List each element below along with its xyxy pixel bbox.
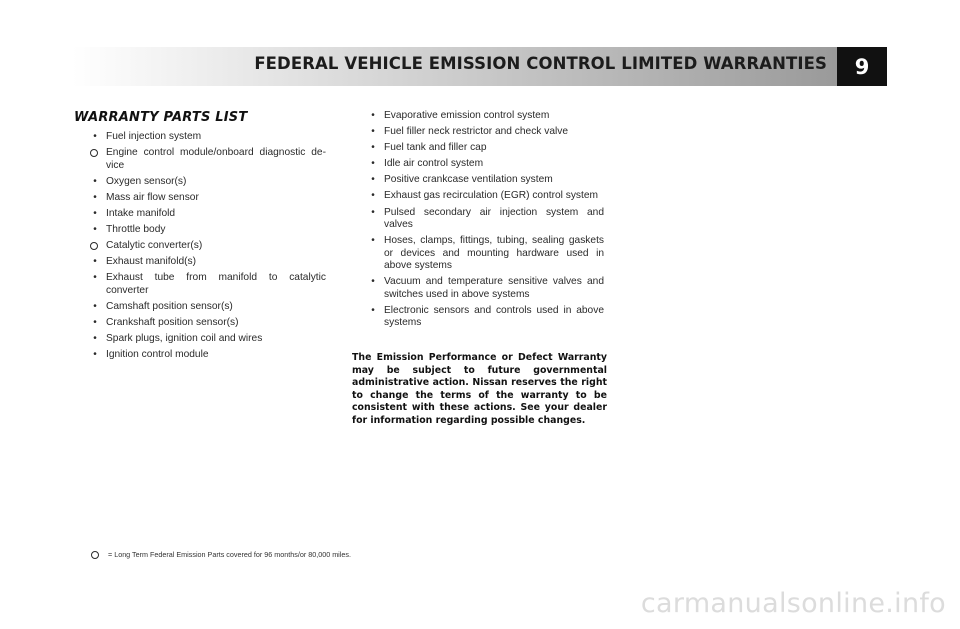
list-item xyxy=(352,235,604,273)
bullet-icon: • xyxy=(371,158,375,170)
bullet-icon: • xyxy=(371,126,375,138)
list-item-text: Exhaust manifold(s) xyxy=(106,256,197,268)
long-term-part-circle-icon xyxy=(90,242,98,250)
list-item-text: Engine control module/onboard diagnostic de-vice xyxy=(106,147,326,171)
list-item-text: Pulsed secondary air injection system and valves xyxy=(384,206,604,231)
bullet-icon: • xyxy=(93,272,97,284)
list-item xyxy=(352,126,604,139)
page-header-title: FEDERAL VEHICLE EMISSION CONTROL LIMITED WARRANTIES xyxy=(254,54,827,73)
list-item-text: Intake manifold xyxy=(106,207,176,219)
list-item xyxy=(74,147,326,172)
list-item-text: Evaporative emission control system xyxy=(384,110,550,121)
section-title: WARRANTY PARTS LIST xyxy=(74,110,248,125)
list-item-text: Crankshaft position sensor(s) xyxy=(106,316,239,328)
list-item xyxy=(74,301,326,314)
list-item xyxy=(352,305,604,330)
list-item xyxy=(352,158,604,171)
list-item xyxy=(352,207,604,232)
bullet-icon: • xyxy=(93,256,97,268)
list-item-text: Fuel filler neck restrictor and check valve xyxy=(384,126,569,138)
list-item-text: Idle air control system xyxy=(384,158,484,170)
list-item-text: Catalytic converter(s) xyxy=(106,240,203,252)
list-item xyxy=(74,176,326,189)
footnote-text: = Long Term Federal Emission Parts covered for 96 months/or 80,000 miles. xyxy=(108,550,351,559)
bullet-icon: • xyxy=(93,223,97,235)
list-item xyxy=(74,272,326,297)
watermark: carmanualsonline.info xyxy=(640,588,946,619)
bullet-icon: • xyxy=(371,142,375,154)
bullet-icon: • xyxy=(93,333,97,345)
warranty-parts-list-left xyxy=(74,131,326,365)
list-item xyxy=(74,349,326,362)
list-item-text: Hoses, clamps, fittings, tubing, sealing gaskets or devices and mounting hardware used in above systems xyxy=(384,235,604,272)
list-item xyxy=(74,208,326,221)
list-item-text: Camshaft position sensor(s) xyxy=(106,300,233,312)
chapter-number-badge: 9 xyxy=(837,47,887,86)
bullet-icon: • xyxy=(93,207,97,219)
list-item xyxy=(352,190,604,203)
list-item xyxy=(352,142,604,155)
bullet-icon: • xyxy=(371,235,375,247)
list-item xyxy=(352,276,604,301)
list-item xyxy=(74,240,326,253)
bullet-icon: • xyxy=(371,174,375,186)
list-item xyxy=(74,192,326,205)
bullet-icon: • xyxy=(93,131,97,142)
list-item-text: Vacuum and temperature sensitive valves and switches used in above systems xyxy=(384,276,604,300)
list-item-text: Spark plugs, ignition coil and wires xyxy=(106,333,263,345)
list-item xyxy=(352,174,604,187)
list-item-text: Fuel injection system xyxy=(106,131,202,142)
warranty-parts-list-right xyxy=(352,110,604,333)
bullet-icon: • xyxy=(93,300,97,312)
long-term-part-circle-icon xyxy=(91,551,99,559)
bullet-icon: • xyxy=(371,206,375,218)
bullet-icon: • xyxy=(371,304,375,316)
footnote xyxy=(91,550,351,559)
list-item-text: Oxygen sensor(s) xyxy=(106,175,187,187)
list-item-text: Throttle body xyxy=(106,223,166,235)
list-item-text: Exhaust gas recirculation (EGR) control system xyxy=(384,190,599,202)
list-item xyxy=(74,256,326,269)
list-item-text: Electronic sensors and controls used in above systems xyxy=(384,304,604,329)
list-item-text: Fuel tank and filler cap xyxy=(384,142,487,154)
list-item xyxy=(74,224,326,237)
list-item xyxy=(74,317,326,330)
bullet-icon: • xyxy=(93,316,97,328)
bullet-icon: • xyxy=(93,191,97,203)
list-item xyxy=(74,131,326,144)
warranty-notice: The Emission Performance or Defect Warranty may be subject to future governmental administrative action. Nissan reserves the right to change the terms of the warranty to be consistent with these actions. See your dealer for information regarding possible changes. xyxy=(352,352,607,426)
long-term-part-circle-icon xyxy=(90,149,98,157)
header-bar xyxy=(72,47,837,86)
list-item xyxy=(74,333,326,346)
list-item-text: Ignition control module xyxy=(106,349,209,361)
bullet-icon: • xyxy=(93,175,97,187)
bullet-icon: • xyxy=(371,110,375,121)
list-item-text: Mass air flow sensor xyxy=(106,191,199,203)
list-item-text: Positive crankcase ventilation system xyxy=(384,174,553,186)
bullet-icon: • xyxy=(93,349,97,361)
bullet-icon: • xyxy=(371,190,375,202)
list-item xyxy=(352,110,604,123)
list-item-text: Exhaust tube from manifold to catalytic converter xyxy=(106,272,326,296)
bullet-icon: • xyxy=(371,276,375,288)
